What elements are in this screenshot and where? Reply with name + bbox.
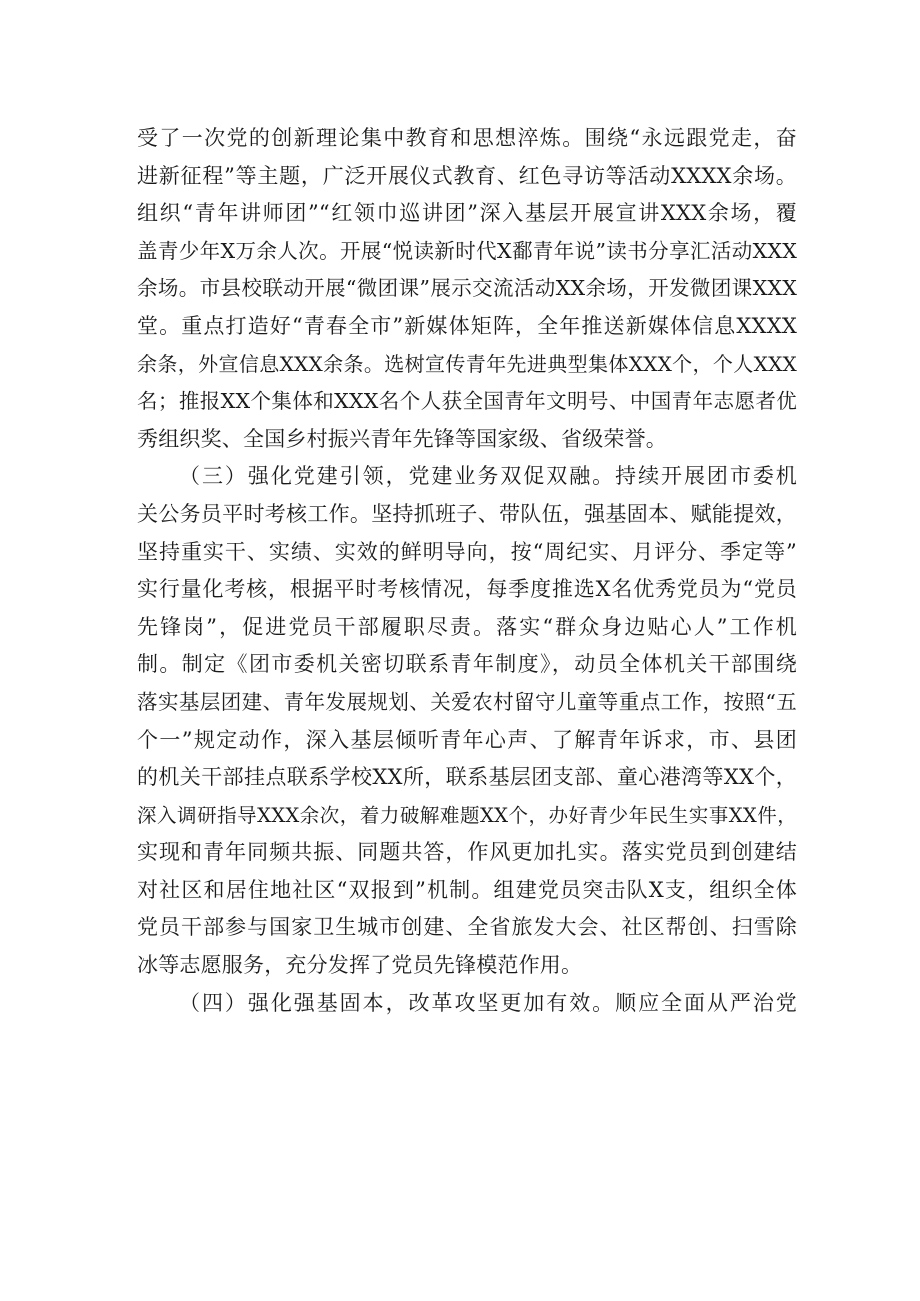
section-heading-line: （四）强化强基固本，改革攻坚更加有效。顺应全面从严治党 <box>179 990 797 1015</box>
text-line: 余条，外宣信息XXX余条。选树宣传青年先进典型集体XXX个，个人XXX <box>137 351 797 376</box>
text-line: 余场。市县校联动开展“微团课”展示交流活动XX余场，开发微团课XXX <box>137 276 797 301</box>
text-line: 的机关干部挂点联系学校XX所，联系基层团支部、童心港湾等XX个， <box>137 765 797 790</box>
text-line: 秀组织奖、全国乡村振兴青年先锋等国家级、省级荣誉。 <box>137 426 667 451</box>
section-heading-line: （三）强化党建引领，党建业务双促双融。持续开展团市委机 <box>179 464 797 489</box>
text-line: 深入调研指导XXX余次，着力破解难题XX个，办好青少年民生实事XX件， <box>137 803 797 827</box>
text-line: 堂。重点打造好“青春全市”新媒体矩阵，全年推送新媒体信息XXXX <box>137 313 797 338</box>
text-line: 党员干部参与国家卫生城市创建、全省旅发大会、社区帮创、扫雪除 <box>137 915 797 940</box>
text-line: 组织“青年讲师团”“红领巾巡讲团”深入基层开展宣讲XXX余场，覆 <box>137 201 797 226</box>
text-line: 进新征程”等主题，广泛开展仪式教育、红色寻访等活动XXXX余场。 <box>137 163 797 188</box>
text-line: 冰等志愿服务，充分发挥了党员先锋模范作用。 <box>137 953 583 978</box>
text-line: 先锋岗”，促进党员干部履职尽责。落实“群众身边贴心人”工作机 <box>137 614 797 639</box>
text-line: 受了一次党的创新理论集中教育和思想淬炼。围绕“永远跟党走，奋 <box>137 126 797 150</box>
body-text <box>137 120 797 1022</box>
text-line: 制。制定《团市委机关密切联系青年制度》，动员全体机关干部围绕 <box>137 652 797 677</box>
text-line: 名；推报XX个集体和XXX名个人获全国青年文明号、中国青年志愿者优 <box>137 389 797 414</box>
text-line: 个一”规定动作，深入基层倾听青年心声、了解青年诉求，市、县团 <box>137 727 797 752</box>
text-line: 实现和青年同频共振、同题共答，作风更加扎实。落实党员到创建结 <box>137 840 797 865</box>
text-line: 对社区和居住地社区“双报到”机制。组建党员突击队X支，组织全体 <box>137 877 797 902</box>
text-line: 关公务员平时考核工作。坚持抓班子、带队伍，强基固本、赋能提效， <box>137 501 797 526</box>
text-line: 实行量化考核，根据平时考核情况，每季度推选X名优秀党员为“党员 <box>137 577 797 602</box>
text-line: 坚持重实干、实绩、实效的鲜明导向，按“周纪实、月评分、季定等” <box>137 539 797 564</box>
text-line: 落实基层团建、青年发展规划、关爱农村留守儿童等重点工作，按照“五 <box>137 689 797 714</box>
text-line: 盖青少年X万余人次。开展“悦读新时代X鄱青年说”读书分享汇活动XXX <box>137 238 797 263</box>
